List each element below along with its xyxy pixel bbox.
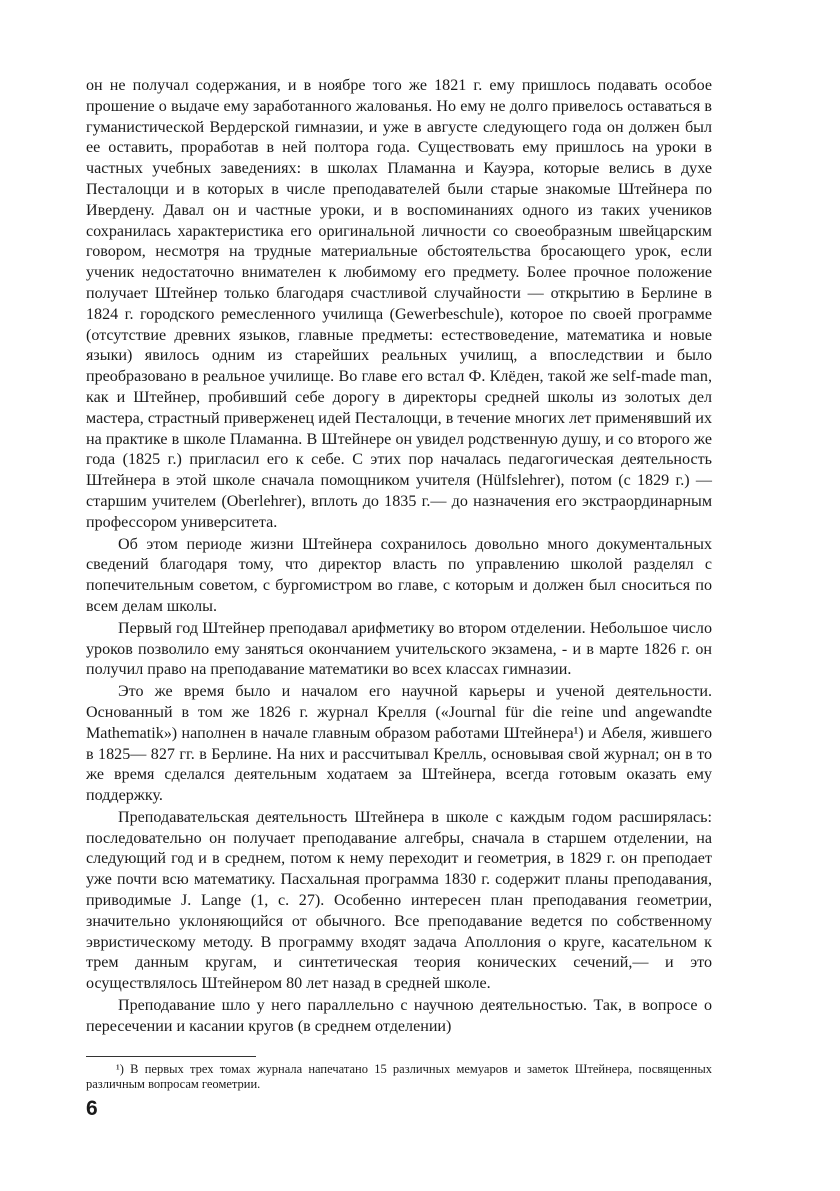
- footnote: ¹) В первых трех томах журнала напечатано 15 различных мемуаров и заметок Штейнера, посвященных различным вопросам геометрии.: [86, 1062, 712, 1091]
- page-number: 6: [86, 1097, 98, 1120]
- paragraph-1: он не получал содержания, и в ноябре того же 1821 г. ему пришлось подавать особое прошение о выдаче ему заработанного жалованья. Но ему не долго привелось оставаться в гуманистической Вердерской гимназии, и уже в августе следующего года он должен был ее оставить, проработав в ней полтора года. Существовать ему пришлось на уроки в частных учебных заведениях: в школах Пламанна и Кауэра, которые велись в духе Песталоцци и в которых в числе преподавателей были старые знакомые Штейнера по Ивердену. Давал он и частные уроки, и в воспоминаниях одного из таких учеников сохранилась характеристика его оригинальной личности со своеобразным швейцарским говором, несмотря на трудные материальные обстоятельства бросающего урок, если ученик недостаточно внимателен к любимому его предмету. Более прочное положение получает Штейнер только благодаря счастливой случайности — открытию в Берлине в 1824 г. городского ремесленного училища (Gewerbeschule), которое по своей программе (отсутствие древних языков, главные предметы: естествоведение, математика и новые языки) явилось одним из старейших реальных училищ, а впоследствии и было преобразовано в реальное училище. Во главе его встал Ф. Клёден, такой же self-made man, как и Штейнер, пробивший себе дорогу в директоры средней школы из золотых дел мастера, страстный приверженец идей Песталоцци, в течение многих лет применявший их на практике в школе Пламанна. В Штейнере он увидел родственную душу, и со второго же года (1825 г.) пригласил его к себе. С этих пор началась педагогическая деятельность Штейнера в этой школе сначала помощником учителя (Hülfslehrer), потом (с 1829 г.) — старшим учителем (Oberlehrer), вплоть до 1835 г.— до назначения его экстраординарным профессором университета.: [86, 77, 712, 531]
- paragraph-3: Первый год Штейнер преподавал арифметику во втором отделении. Небольшое число уроков позволило ему заняться окончанием учительского экзамена, - и в марте 1826 г. он получил право на преподавание математики во всех классах гимназии.: [86, 619, 712, 679]
- paragraph-4: Это же время было и началом его научной карьеры и ученой деятельности. Основанный в том же 1826 г. журнал Крелля («Journal für die reine und angewandte Mathematik») наполнен в начале главным образом работами Штейнера¹) и Абеля, жившего в 1825— 827 гг. в Берлине. На них и рассчитывал Крелль, основывая свой журнал; он в то же время сделался деятельным ходатаем за Штейнера, всегда готовым оказать ему поддержку.: [86, 683, 712, 805]
- footnote-divider: [86, 1056, 256, 1057]
- main-text: [86, 76, 712, 1038]
- paragraph-5: Преподавательская деятельность Штейнера в школе с каждым годом расширялась: последовательно он получает преподавание алгебры, сначала в старшем отделении, на следующий год и в среднем, потом к нему переходит и геометрия, в 1829 г. он преподает уже почти всю математику. Пасхальная программа 1830 г. содержит планы преподавания, приводимые J. Lange (1, с. 27). Особенно интересен план преподавания геометрии, значительно уклоняющийся от обычного. Все преподавание ведется по собственному эвристическому методу. В программу входят задача Аполлония о круге, касательном к трем данным кругам, и синтетическая теория конических сечений,— и это осуществлялось Штейнером 80 лет назад в средней школе.: [86, 808, 712, 993]
- paragraph-6: Преподавание шло у него параллельно с научною деятельностью. Так, в вопросе о пересечении и касании кругов (в среднем отделении): [86, 997, 712, 1035]
- paragraph-2: Об этом периоде жизни Штейнера сохранилось довольно много документальных сведений благодаря тому, что директор власть по управлению школой разделял с попечительным советом, с бургомистром во главе, с которым и должен был сноситься по всем делам школы.: [86, 535, 712, 615]
